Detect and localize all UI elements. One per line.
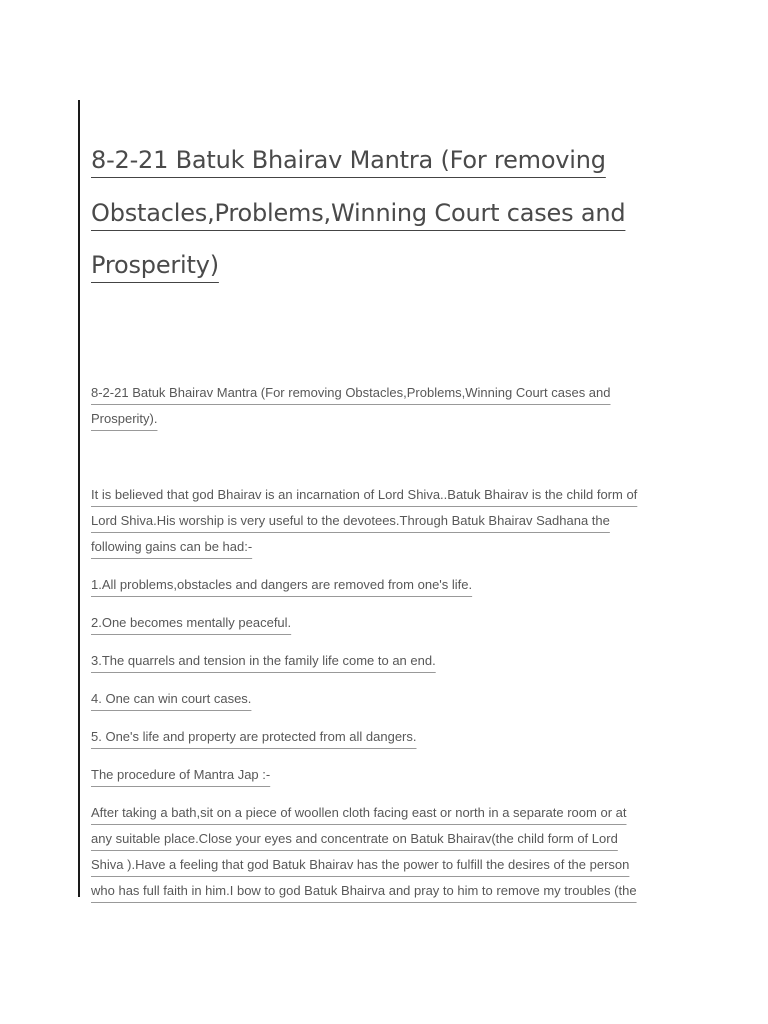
- gain-item-5-text: 5. One's life and property are protected from all dangers.: [91, 728, 417, 744]
- intro-line-1: 8-2-21 Batuk Bhairav Mantra (For removing Obstacles,Problems,Winning Court cases and: [91, 384, 611, 400]
- belief-line-2: Lord Shiva.His worship is very useful to the devotees.Through Batuk Bhairav Sadhana the: [91, 512, 610, 528]
- procedure-line-1: After taking a bath,sit on a piece of woollen cloth facing east or north in a separate room or at: [91, 804, 627, 820]
- gain-item-3: [91, 648, 681, 674]
- gain-item-4: [91, 686, 681, 712]
- belief-line-3: following gains can be had:-: [91, 538, 253, 554]
- procedure-heading-text: The procedure of Mantra Jap :-: [91, 766, 271, 782]
- gain-item-2-text: 2.One becomes mentally peaceful.: [91, 614, 292, 630]
- gain-item-2: [91, 610, 681, 636]
- procedure-line-2: any suitable place.Close your eyes and concentrate on Batuk Bhairav(the child form of Lord: [91, 830, 618, 846]
- page-left-border: [78, 100, 80, 897]
- gain-item-5: [91, 724, 681, 750]
- title-line-1: 8-2-21 Batuk Bhairav Mantra (For removing: [91, 146, 606, 174]
- gain-item-1: [91, 572, 681, 598]
- document-title: [91, 134, 681, 292]
- procedure-line-3: Shiva ).Have a feeling that god Batuk Bhairav has the power to fulfill the desires of the person: [91, 856, 630, 872]
- gain-item-1-text: 1.All problems,obstacles and dangers are removed from one's life.: [91, 576, 473, 592]
- title-line-2: Obstacles,Problems,Winning Court cases and: [91, 198, 626, 227]
- belief-paragraph: [91, 482, 681, 560]
- belief-line-1: It is believed that god Bhairav is an incarnation of Lord Shiva..Batuk Bhairav is the child form of: [91, 486, 638, 502]
- intro-paragraph: [91, 380, 681, 432]
- document-content: [91, 134, 681, 904]
- procedure-paragraph: [91, 800, 681, 904]
- procedure-heading: [91, 762, 681, 788]
- gain-item-3-text: 3.The quarrels and tension in the family life come to an end.: [91, 652, 436, 668]
- procedure-line-4: who has full faith in him.I bow to god Batuk Bhairva and pray to him to remove my troubles (the: [91, 882, 637, 898]
- intro-line-2: Prosperity).: [91, 410, 158, 426]
- gain-item-4-text: 4. One can win court cases.: [91, 690, 252, 706]
- title-line-3: Prosperity): [91, 251, 219, 279]
